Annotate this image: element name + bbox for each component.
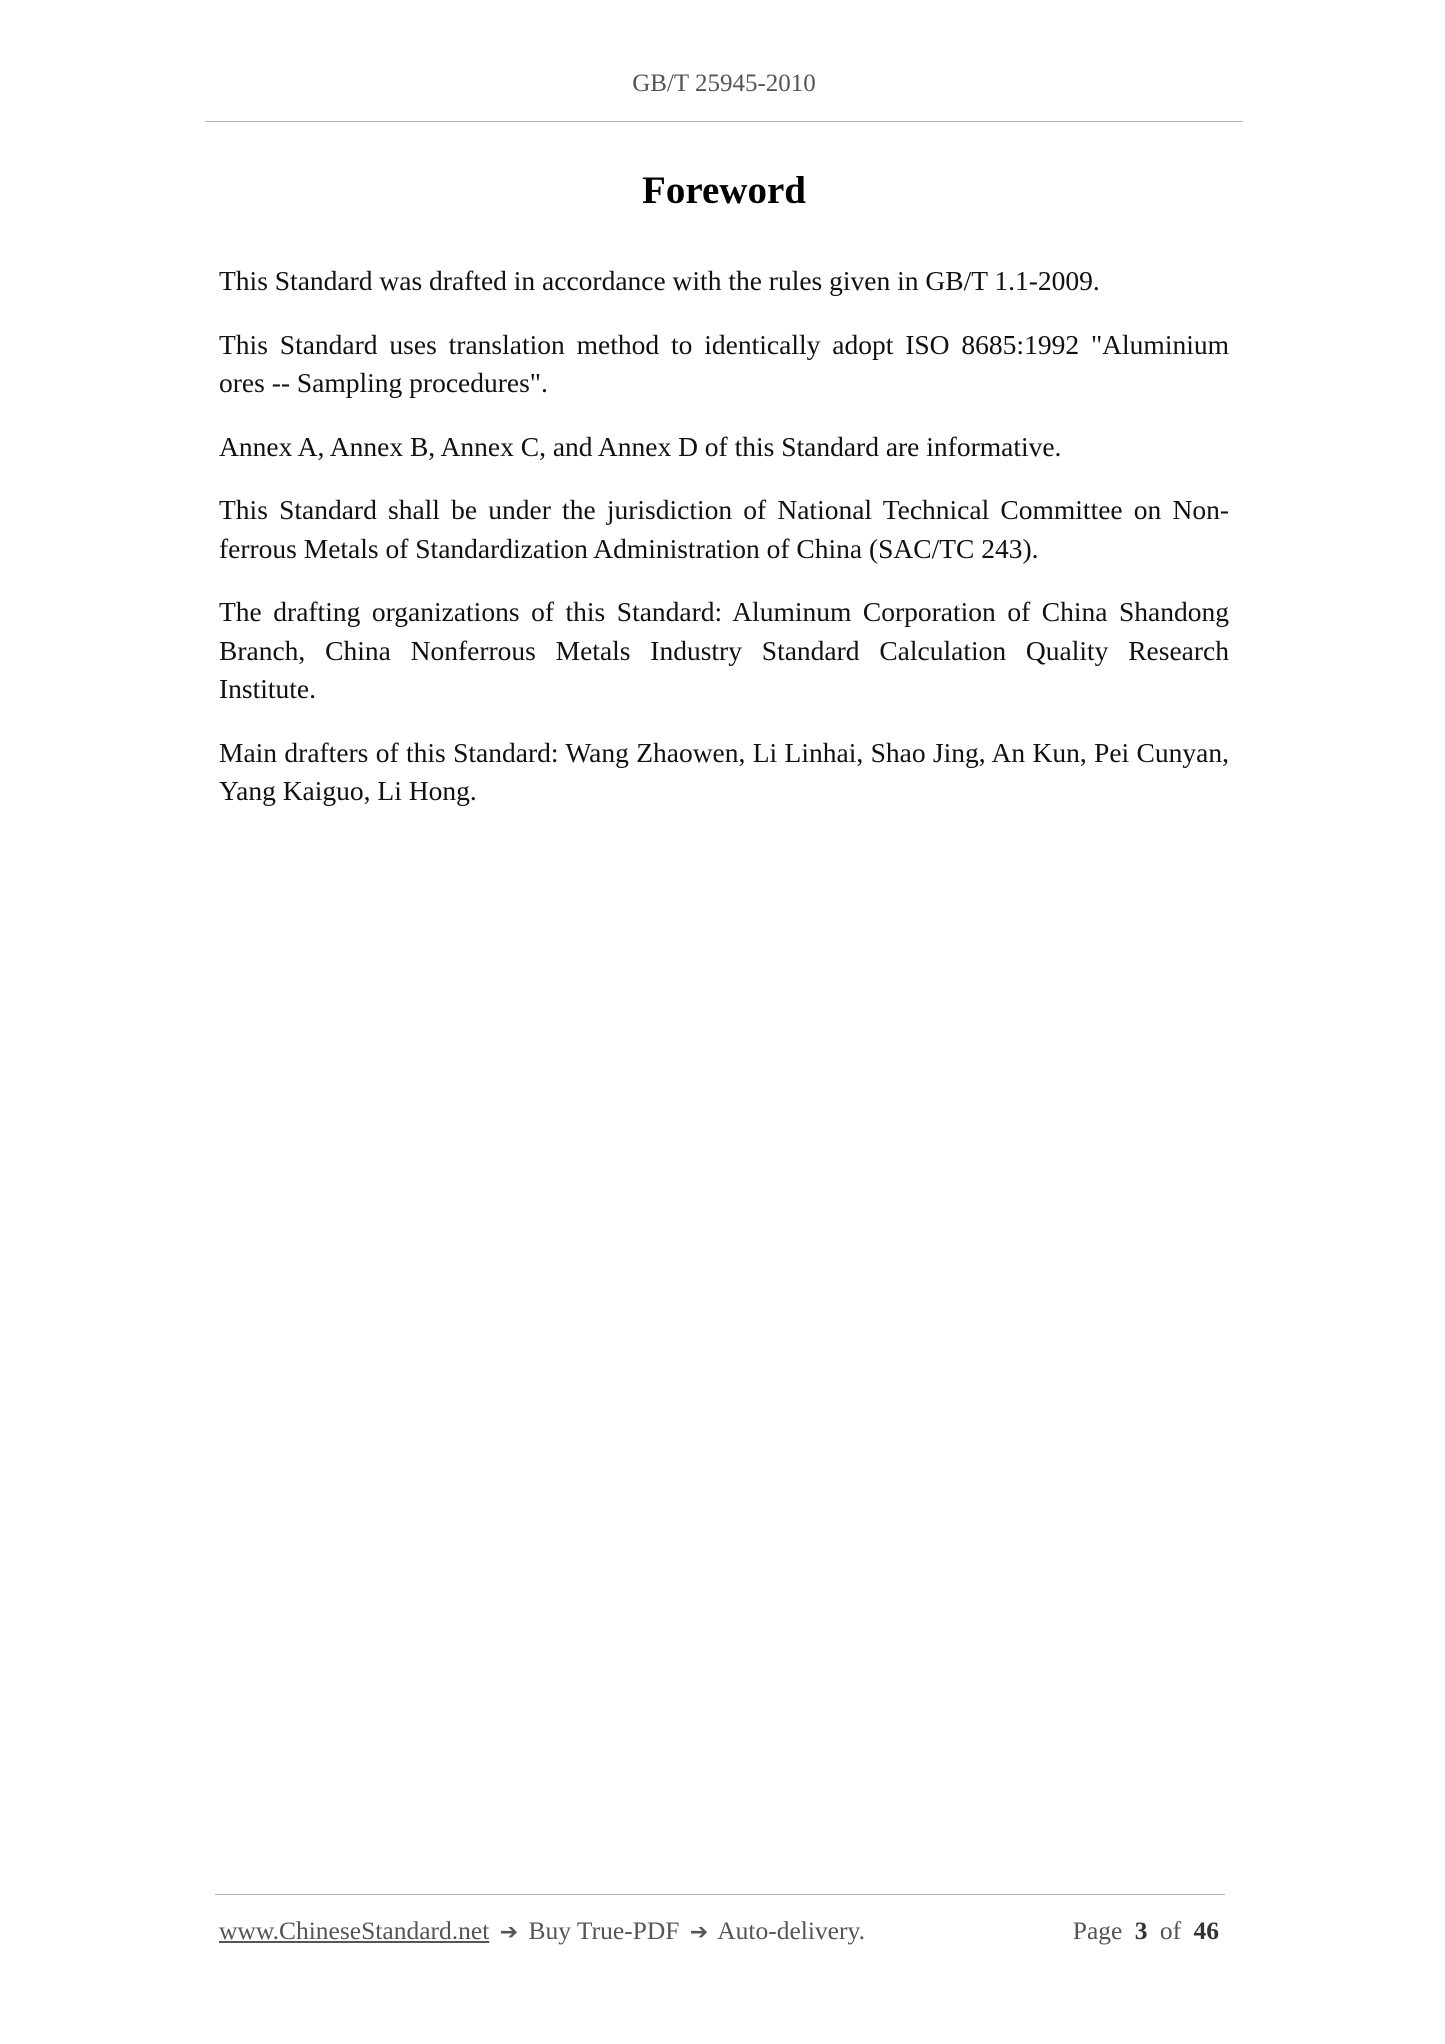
right-arrow-icon: ➔: [499, 1920, 519, 1945]
page-label: Page: [1072, 1916, 1123, 1945]
header-divider: [205, 121, 1243, 122]
page-counter: [1073, 1916, 1225, 1946]
paragraph-main-drafters: Main drafters of this Standard: Wang Zhaowen, Li Linhai, Shao Jing, An Kun, Pei Cunyan, Yang Kaiguo, Li Hong.: [219, 736, 1229, 806]
paragraph-adoption-method: This Standard uses translation method to identically adopt ISO 8685:1992 "Aluminium ores -- Sampling procedures".: [219, 328, 1229, 398]
footer-promo: [219, 1916, 865, 1946]
running-header: GB/T 25945-2010: [632, 70, 816, 97]
paragraph-annexes: Annex A, Annex B, Annex C, and Annex D of this Standard are informative.: [219, 430, 1062, 462]
website-link[interactable]: www.ChineseStandard.net: [219, 1916, 490, 1945]
footer-divider: [215, 1894, 1225, 1895]
paragraph-drafting-organizations: The drafting organizations of this Standard: Aluminum Corporation of China Shandong Branch, China Nonferrous Metals Industry Standard Calculation Quality Research Institute.: [219, 596, 1229, 704]
right-arrow-icon: ➔: [689, 1920, 709, 1945]
auto-delivery-text: Auto-delivery.: [717, 1916, 865, 1945]
page-title: Foreword: [642, 169, 806, 212]
paragraph-jurisdiction: This Standard shall be under the jurisdiction of National Technical Committee on Non-ferrous Metals of Standardization Administration of China (SAC/TC 243).: [219, 494, 1229, 564]
page-footer: [219, 1916, 1225, 1946]
of-label: of: [1159, 1916, 1182, 1945]
foreword-body: [219, 262, 1229, 836]
current-page-number: 3: [1134, 1916, 1148, 1945]
total-pages-number: 46: [1193, 1916, 1219, 1945]
buy-true-pdf-text: Buy True-PDF: [528, 1916, 680, 1945]
paragraph-drafting-rules: This Standard was drafted in accordance with the rules given in GB/T 1.1-2009.: [219, 265, 1100, 296]
